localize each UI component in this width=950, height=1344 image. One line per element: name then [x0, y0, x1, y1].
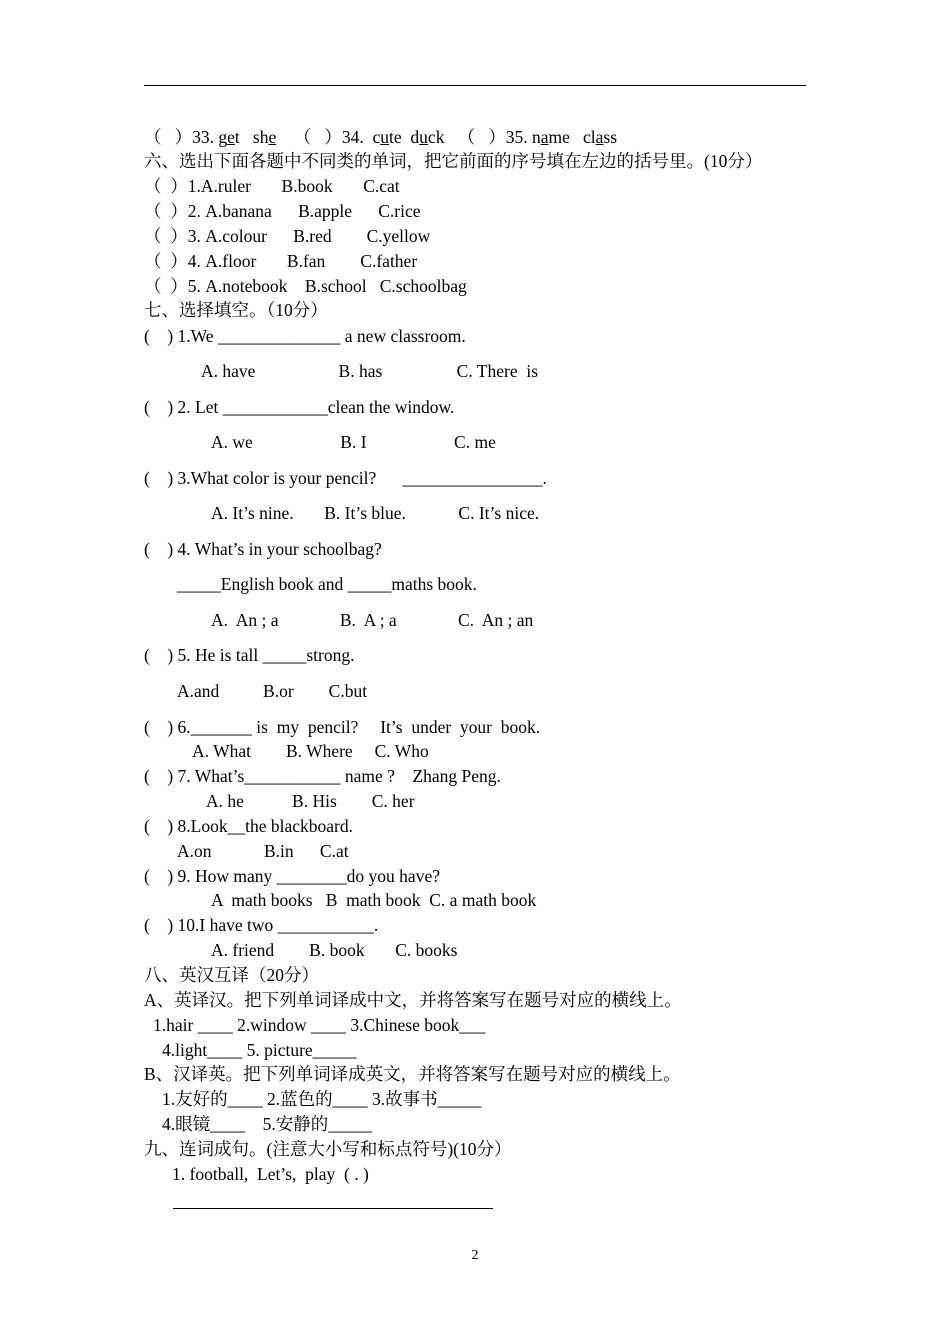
question-8: ( ) 8.Look__the blackboard. — [144, 816, 353, 836]
section-6-title: 六、选出下面各题中不同类的单词，把它前面的序号填在左边的括号里。(10分） — [144, 151, 763, 171]
section-8-part-a-title: A、英译汉。把下列单词译成中文，并将答案写在题号对应的横线上。 — [144, 990, 682, 1010]
question-7-options: A. he B. His C. her — [206, 791, 415, 811]
section-6-item: （ ）1.A.ruler B.book C.cat — [144, 176, 400, 196]
question-10: ( ) 10.I have two ___________. — [144, 915, 379, 935]
question-1: ( ) 1.We ______________ a new classroom. — [144, 326, 466, 346]
question-8-options: A.on B.in C.at — [177, 841, 349, 861]
section-8-part-a-line-1: 1.hair ____ 2.window ____ 3.Chinese book___ — [153, 1015, 486, 1035]
section-8-title: 八、英汉互译（20分） — [144, 965, 319, 985]
question-9: ( ) 9. How many ________do you have? — [144, 866, 440, 886]
header-rule — [144, 85, 806, 86]
question-2-options: A. we B. I C. me — [211, 432, 496, 452]
question-5-options: A.and B.or C.but — [177, 681, 368, 701]
question-9-options: A math books B math book C. a math book — [211, 890, 537, 910]
section-8-part-a-line-2: 4.light____ 5. picture_____ — [162, 1040, 357, 1060]
question-6: ( ) 6._______ is my pencil? It’s under your book. — [144, 717, 541, 737]
page-number: 2 — [471, 1248, 479, 1263]
question-2: ( ) 2. Let ____________clean the window. — [144, 397, 455, 417]
section-6-item: （ ）3. A.colour B.red C.yellow — [144, 226, 431, 246]
section-6-item: （ ）2. A.banana B.apple C.rice — [144, 201, 421, 221]
section-9-title: 九、连词成句。(注意大小写和标点符号)(10分） — [144, 1139, 512, 1159]
section-8-part-b-title: B、汉译英。把下列单词译成英文，并将答案写在题号对应的横线上。 — [144, 1064, 681, 1084]
question-4-sentence: _____English book and _____maths book. — [177, 574, 477, 594]
question-7: ( ) 7. What’s___________ name ? Zhang Peng. — [144, 766, 501, 786]
question-3: ( ) 3.What color is your pencil? ________________. — [144, 468, 547, 488]
phonics-row-33-35: （ ）33. get she （ ）34. cute duck （ ）35. name class — [144, 127, 618, 147]
question-1-options: A. have B. has C. There is — [201, 361, 539, 381]
question-6-options: A. What B. Where C. Who — [192, 741, 429, 761]
section-8-part-b-line-2: 4.眼镜____ 5.安静的_____ — [162, 1114, 372, 1134]
question-5: ( ) 5. He is tall _____strong. — [144, 645, 355, 665]
question-3-options: A. It’s nine. B. It’s blue. C. It’s nice. — [211, 503, 540, 523]
question-4: ( ) 4. What’s in your schoolbag? — [144, 539, 382, 559]
section-6-item: （ ）4. A.floor B.fan C.father — [144, 251, 418, 271]
section-7-title: 七、选择填空。（10分） — [144, 300, 328, 320]
question-4-options: A. An ; a B. A ; a C. An ; an — [211, 610, 534, 630]
question-10-options: A. friend B. book C. books — [211, 940, 458, 960]
answer-line — [173, 1208, 493, 1209]
section-8-part-b-line-1: 1.友好的____ 2.蓝色的____ 3.故事书_____ — [162, 1089, 482, 1109]
section-9-question-1: 1. football, Let’s, play ( . ) — [172, 1164, 369, 1184]
section-6-item: （ ）5. A.notebook B.school C.schoolbag — [144, 276, 467, 296]
